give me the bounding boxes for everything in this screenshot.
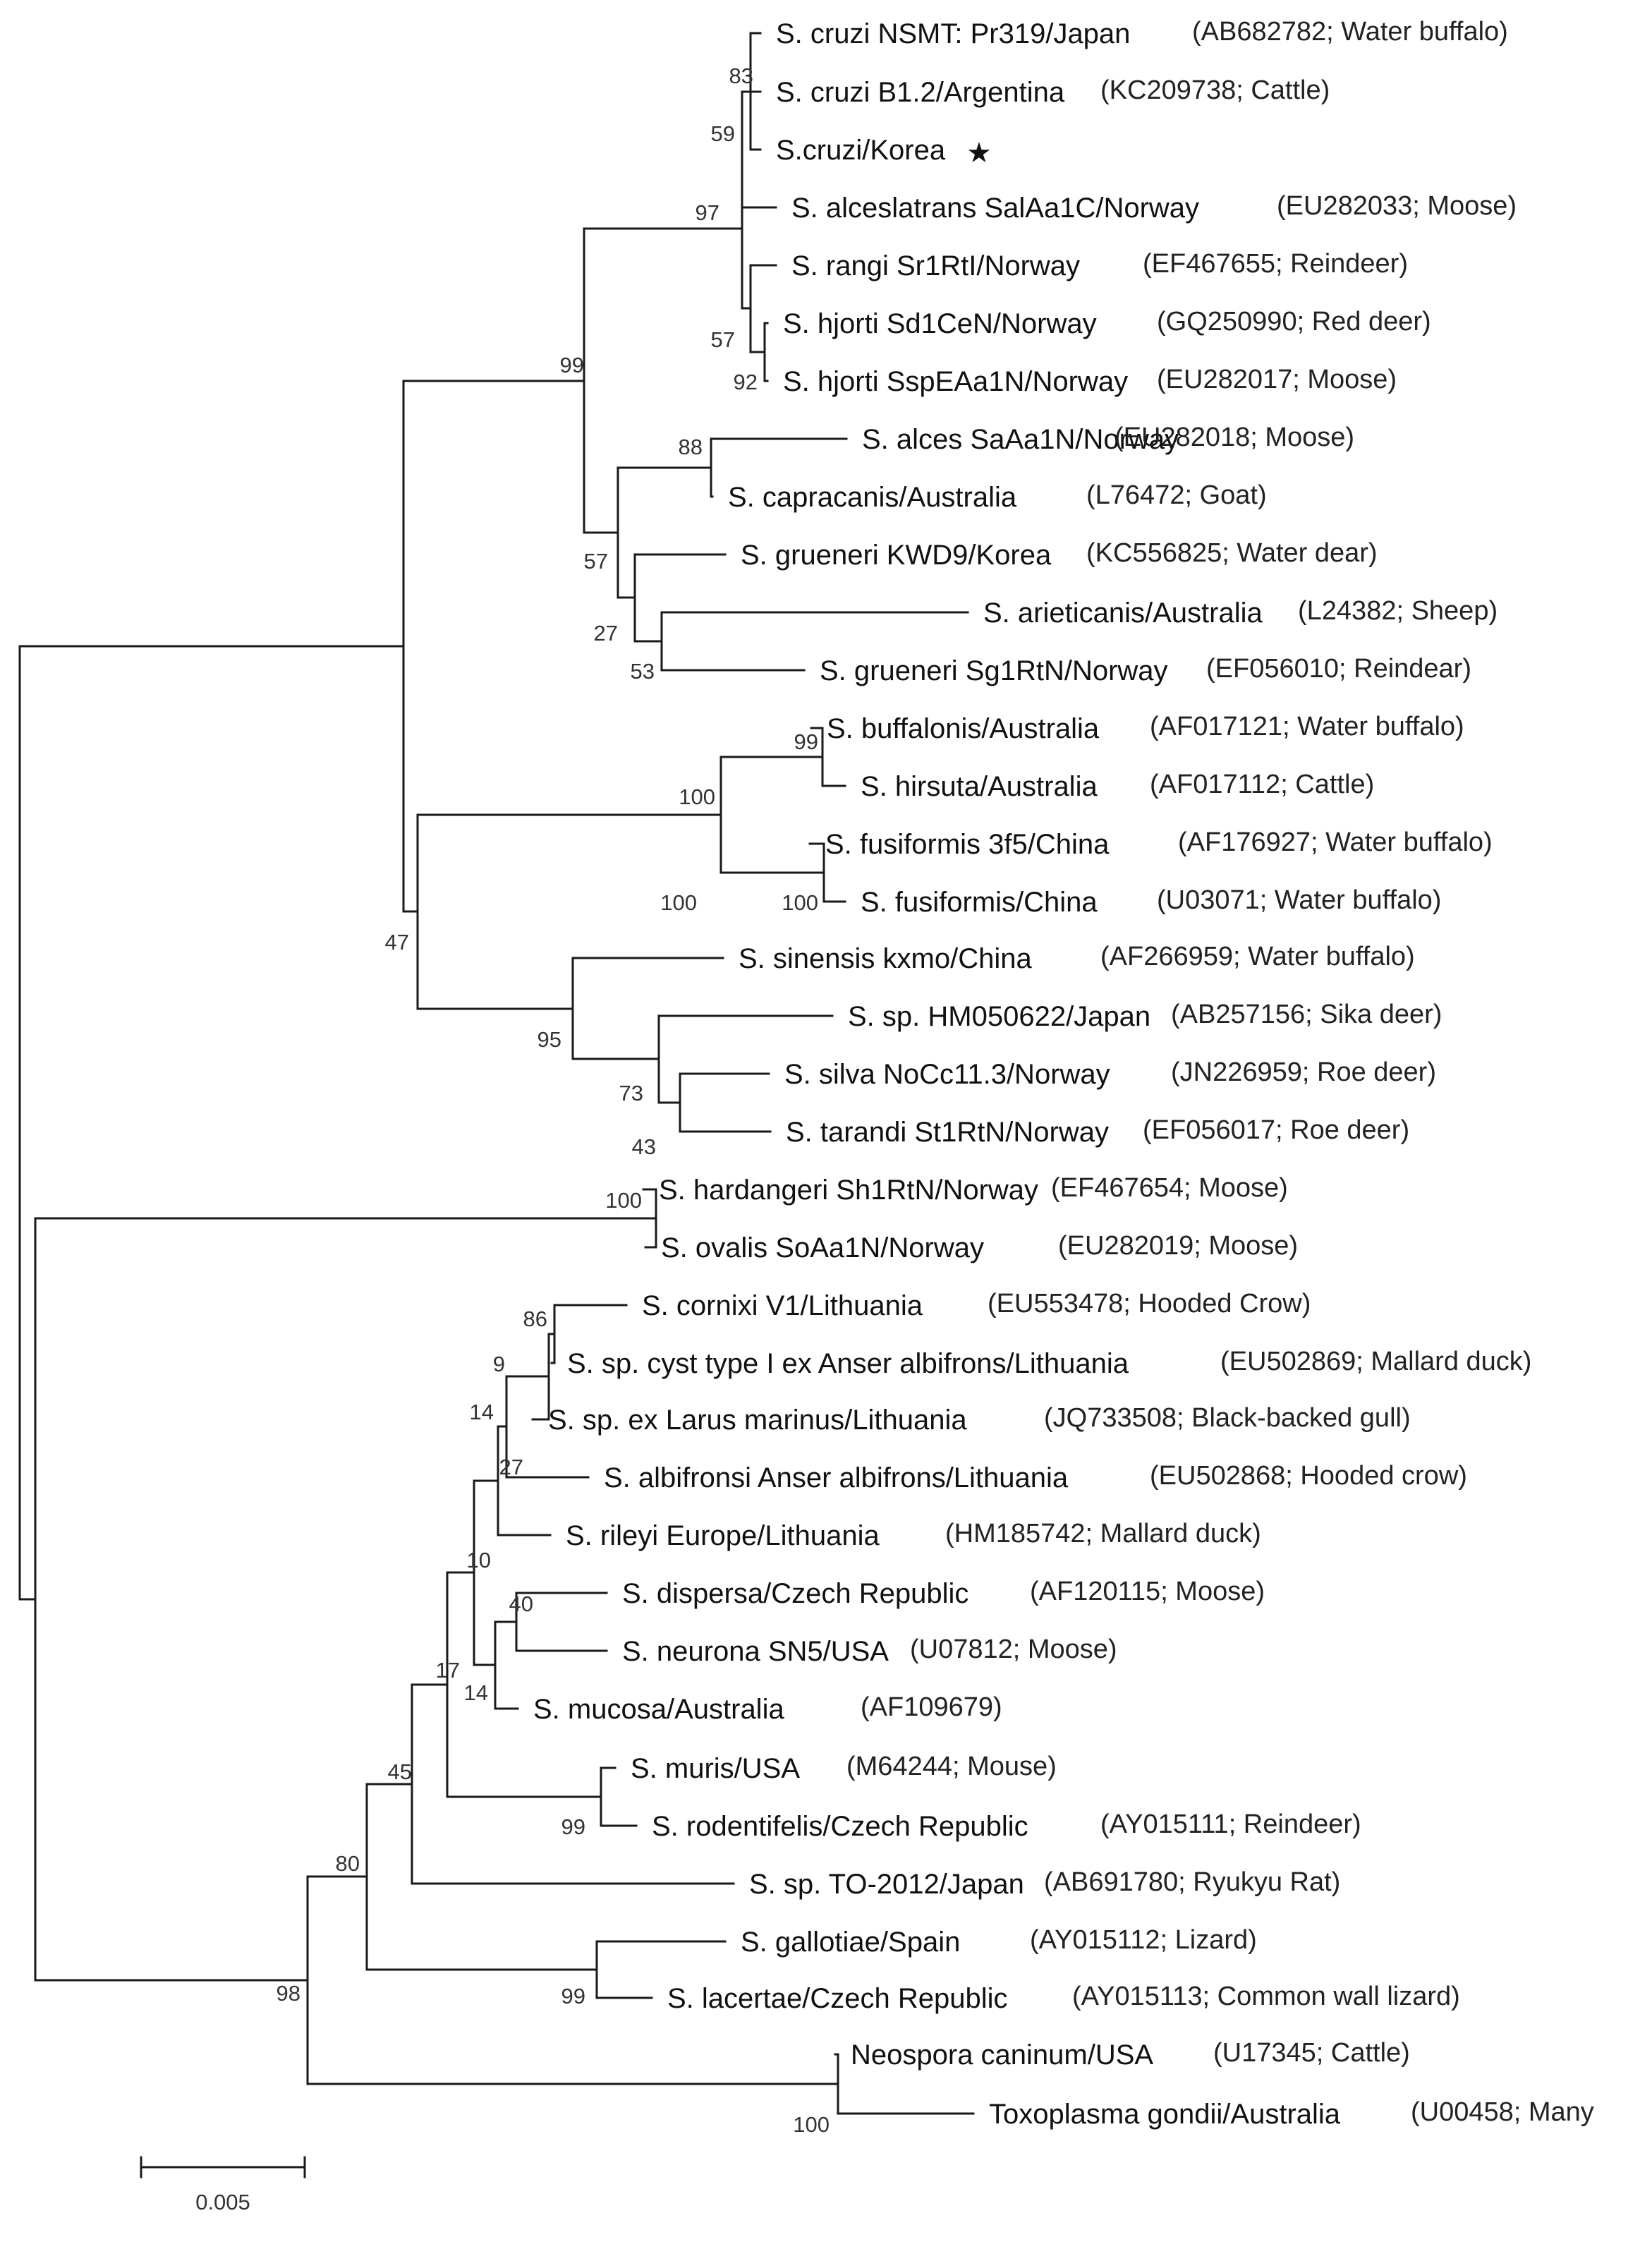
leaf-name: S. tarandi St1RtN/Norway (786, 1117, 1109, 1148)
leaf-name: S.cruzi/Korea (776, 135, 946, 166)
leaf-name: S. capracanis/Australia (728, 482, 1017, 513)
leaf-name: S. mucosa/Australia (533, 1694, 784, 1725)
bootstrap-value: 92 (733, 370, 758, 394)
leaf-name: S. rangi Sr1RtI/Norway (791, 250, 1081, 281)
bootstrap-value: 100 (782, 890, 818, 915)
bootstrap-value: 59 (710, 121, 735, 146)
leaf-accession: (AF120115; Moose) (1030, 1577, 1265, 1606)
leaf-name: S. dispersa/Czech Republic (622, 1578, 969, 1609)
leaf-name: Neospora caninum/USA (851, 2039, 1154, 2071)
leaf-accession: (U17345; Cattle) (1213, 2038, 1410, 2068)
leaf-name: S. lacertae/Czech Republic (667, 1983, 1008, 2014)
leaf-name: S. grueneri KWD9/Korea (741, 540, 1052, 571)
bootstrap-value: 83 (729, 63, 753, 88)
leaf-name: S. rodentifelis/Czech Republic (652, 1811, 1028, 1842)
leaf-accession: (AB257156; Sika deer) (1171, 1000, 1443, 1029)
leaf-accession: (EU502869; Mallard duck) (1220, 1347, 1532, 1376)
bootstrap-value: 57 (583, 549, 608, 574)
leaf-accession: (AF017112; Cattle) (1150, 770, 1375, 799)
leaf-name: S. neurona SN5/USA (622, 1636, 889, 1667)
leaf-name: S. gallotiae/Spain (741, 1927, 961, 1958)
leaf-accession: (U07812; Moose) (910, 1635, 1117, 1664)
leaf-name: S. sp. cyst type I ex Anser albifrons/Lithuania (567, 1348, 1129, 1379)
leaf-accession: (EU282017; Moose) (1157, 365, 1397, 394)
bootstrap-value: 14 (463, 1680, 488, 1705)
scale-bar-label: 0.005 (195, 2190, 250, 2214)
bootstrap-value: 45 (387, 1759, 412, 1784)
leaf-accession: (M64244; Mouse) (846, 1752, 1057, 1781)
leaf-accession: (EU502868; Hooded crow) (1150, 1461, 1467, 1491)
leaf-accession: (U03071; Water buffalo) (1157, 885, 1442, 915)
leaf-name: S. arieticanis/Australia (983, 598, 1263, 629)
leaf-name: S. sp. TO-2012/Japan (749, 1869, 1024, 1900)
bootstrap-value: 14 (469, 1400, 494, 1424)
leaf-accession: (AY015111; Reindeer) (1100, 1810, 1361, 1839)
leaf-accession: (AF017121; Water buffalo) (1150, 712, 1464, 741)
bootstrap-value: 88 (678, 435, 703, 459)
leaf-accession: (JQ733508; Black-backed gull) (1044, 1403, 1411, 1433)
bootstrap-value: 100 (605, 1188, 642, 1213)
bootstrap-value: 99 (559, 353, 584, 377)
leaf-accession: (HM185742; Mallard duck) (945, 1519, 1261, 1548)
leaf-accession: (KC209738; Cattle) (1100, 75, 1330, 105)
bootstrap-value: 97 (695, 200, 719, 225)
leaf-name: S. hjorti SspEAa1N/Norway (783, 366, 1129, 397)
leaf-accession: (EU282033; Moose) (1277, 191, 1517, 221)
bootstrap-value: 47 (384, 930, 409, 954)
bootstrap-value: 99 (794, 729, 818, 754)
bootstrap-value: 100 (793, 2112, 830, 2137)
leaf-accession: (KC556825; Water dear) (1086, 538, 1378, 568)
leaf-accession: (AB682782; Water buffalo) (1192, 17, 1508, 47)
bootstrap-value: 10 (466, 1548, 491, 1572)
leaf-accession: (AY015113; Common wall lizard) (1072, 1982, 1460, 2011)
leaf-name: S. sinensis kxmo/China (739, 943, 1032, 974)
leaf-name: S. muris/USA (631, 1753, 801, 1784)
leaf-name: S. ovalis SoAa1N/Norway (661, 1232, 984, 1263)
bootstrap-value: 80 (335, 1851, 360, 1876)
leaf-name: S. grueneri Sg1RtN/Norway (820, 655, 1168, 686)
leaf-accession: (L24382; Sheep) (1298, 596, 1498, 626)
leaf-name: S. rileyi Europe/Lithuania (566, 1520, 880, 1551)
bootstrap-value: 95 (537, 1027, 561, 1052)
leaf-accession: (AY015112; Lizard) (1030, 1925, 1257, 1955)
leaf-accession: (AF109679) (861, 1692, 1002, 1722)
bootstrap-value: 100 (679, 784, 715, 809)
bootstrap-value: 86 (523, 1307, 547, 1331)
bootstrap-value: 40 (509, 1592, 533, 1616)
leaf-name: S. alceslatrans SalAa1C/Norway (791, 193, 1200, 224)
bootstrap-value: 100 (660, 890, 697, 915)
leaf-accession: (EF056017; Roe deer) (1143, 1115, 1410, 1145)
leaf-accession: (EF467654; Moose) (1051, 1173, 1288, 1203)
bootstrap-value: 9 (492, 1352, 505, 1376)
leaf-name: S. alces SaAa1N/Norway (862, 424, 1179, 455)
leaf-name: S. buffalonis/Australia (827, 713, 1100, 744)
leaf-accession: (AB691780; Ryukyu Rat) (1044, 1867, 1341, 1897)
leaf-accession: (EF467655; Reindeer) (1143, 249, 1408, 279)
bootstrap-value: 53 (630, 659, 655, 684)
bootstrap-value: 57 (710, 327, 735, 352)
bootstrap-value: 99 (561, 1984, 585, 2008)
leaf-accession: (U00458; Many (1411, 2097, 1594, 2127)
bootstrap-value: 17 (435, 1658, 460, 1683)
leaf-name: S. cornixi V1/Lithuania (642, 1290, 923, 1321)
leaf-name: S. albifronsi Anser albifrons/Lithuania (604, 1462, 1069, 1493)
leaf-accession: (EU282018; Moose) (1115, 423, 1355, 452)
leaf-name: S. cruzi B1.2/Argentina (776, 77, 1065, 108)
leaf-accession: (L76472; Goat) (1086, 480, 1267, 510)
leaf-name: S. hjorti Sd1CeN/Norway (783, 308, 1097, 339)
leaf-name: S. fusiformis/China (861, 887, 1098, 918)
bootstrap-value: 98 (276, 1981, 300, 2006)
leaf-accession: (AF266959; Water buffalo) (1100, 942, 1415, 971)
leaf-name: S. hardangeri Sh1RtN/Norway (659, 1175, 1039, 1206)
bootstrap-value: 43 (631, 1134, 656, 1159)
star-icon: ★ (966, 138, 992, 169)
leaf-name: Toxoplasma gondii/Australia (989, 2099, 1341, 2130)
leaf-name: S. hirsuta/Australia (861, 771, 1098, 802)
bootstrap-value: 27 (593, 621, 618, 645)
leaf-accession: (AF176927; Water buffalo) (1178, 828, 1493, 857)
leaf-accession: (EF056010; Reindear) (1206, 654, 1471, 684)
leaf-accession: (JN226959; Roe deer) (1171, 1057, 1436, 1087)
leaf-accession: (EU553478; Hooded Crow) (988, 1289, 1311, 1319)
bootstrap-value: 99 (561, 1814, 585, 1839)
leaf-accession: (GQ250990; Red deer) (1157, 307, 1431, 337)
leaf-name: S. sp. HM050622/Japan (848, 1001, 1151, 1032)
leaf-accession: (EU282019; Moose) (1058, 1231, 1299, 1261)
bootstrap-value: 73 (619, 1081, 643, 1105)
leaf-name: S. sp. ex Larus marinus/Lithuania (548, 1405, 967, 1436)
bootstrap-value: 27 (499, 1455, 523, 1479)
leaf-name: S. silva NoCc11.3/Norway (784, 1059, 1110, 1090)
scale-bar (141, 2157, 305, 2214)
leaf-name: S. fusiformis 3f5/China (825, 829, 1110, 860)
leaf-name: S. cruzi NSMT: Pr319/Japan (776, 18, 1131, 49)
